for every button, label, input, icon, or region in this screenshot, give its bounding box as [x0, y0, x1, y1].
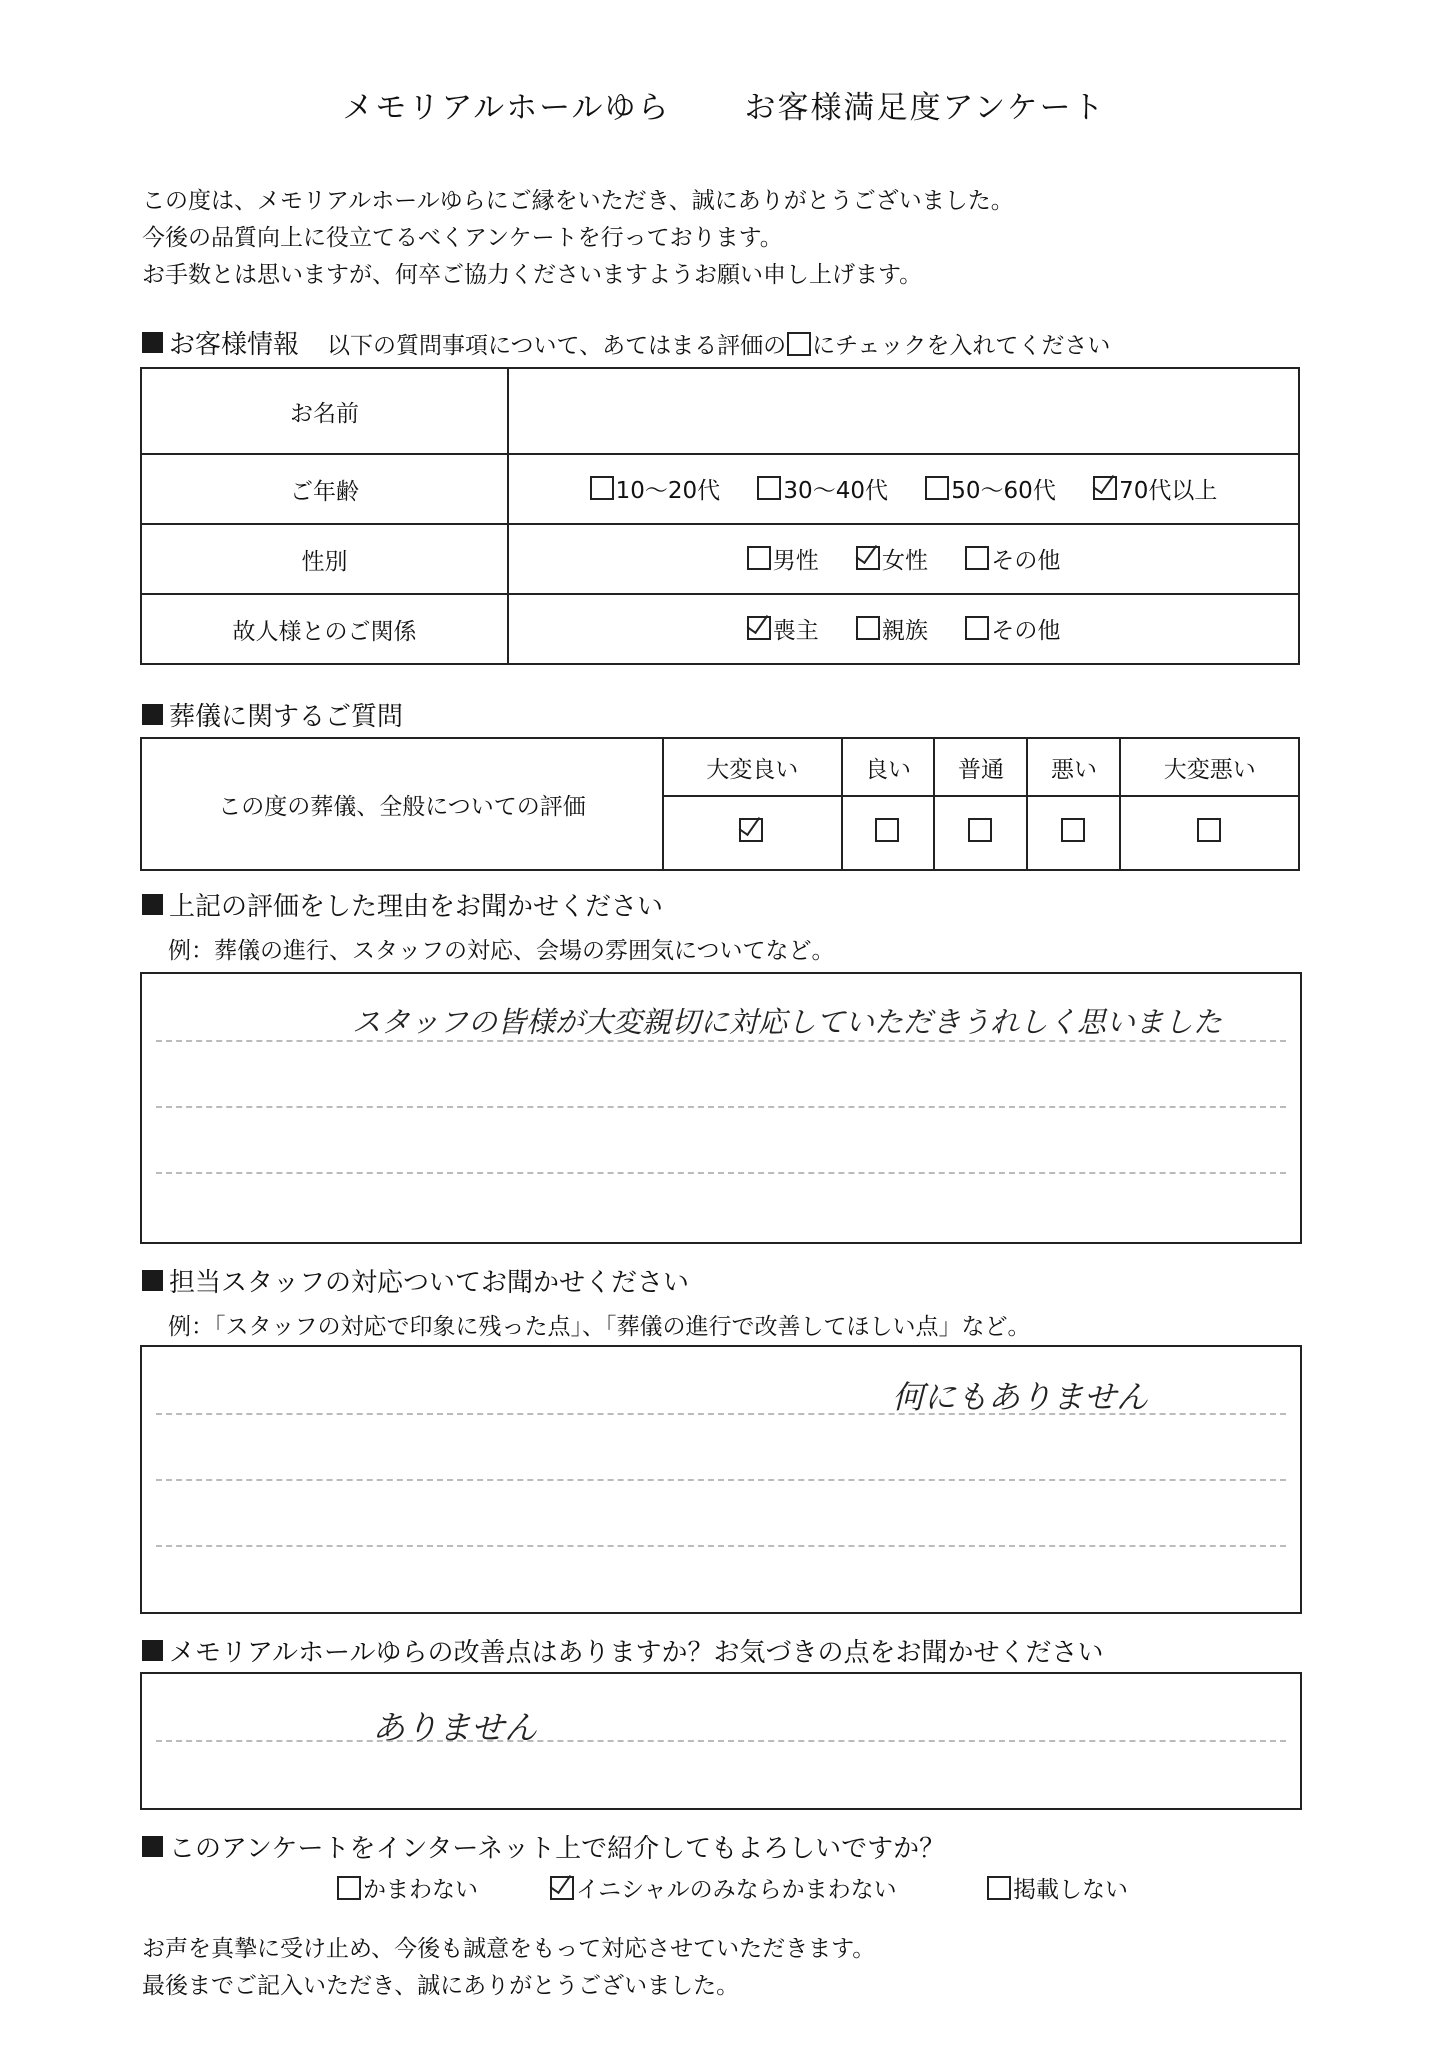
section-improve [142, 1632, 1103, 1669]
section-reason [142, 886, 663, 923]
dashed-rule [156, 1172, 1286, 1174]
handwritten-staff-answer: 何にもありません [892, 1378, 1149, 1416]
dashed-rule [156, 1740, 1286, 1742]
reason-answer-box[interactable] [140, 972, 1302, 1244]
age-option[interactable]: 10～20代 [590, 472, 721, 505]
rating-cell[interactable] [842, 796, 935, 870]
square-bullet-icon [142, 704, 163, 725]
customer-info-table [140, 367, 1300, 665]
scale-header: 大変悪い [1120, 738, 1299, 796]
checkbox-symbol-icon [787, 332, 811, 356]
scale-header: 普通 [934, 738, 1027, 796]
rating-cell[interactable] [1027, 796, 1120, 870]
gender-option-checked[interactable]: 女性 [856, 542, 928, 575]
table-row [141, 454, 1299, 524]
square-bullet-icon [142, 1270, 163, 1291]
checkbox-icon[interactable] [590, 476, 614, 500]
checkbox-icon[interactable] [747, 546, 771, 570]
staff-answer-box[interactable] [140, 1345, 1302, 1614]
closing-line: お声を真摯に受け止め、今後も誠意をもって対応させていただきます。 [142, 1936, 876, 1962]
publish-option-checked[interactable]: イニシャルのみならかまわない [550, 1871, 897, 1904]
gender-option[interactable]: その他 [965, 542, 1060, 575]
table-row [141, 594, 1299, 664]
relation-option[interactable]: 親族 [856, 612, 928, 645]
evaluation-question: この度の葬儀、全般についての評価 [141, 738, 663, 870]
square-bullet-icon [142, 894, 163, 915]
section-publish [142, 1828, 945, 1865]
section-heading: メモリアルホールゆらの改善点はありますか？お気づきの点をお聞かせください [169, 1638, 1104, 1668]
section-customer-info [142, 324, 1110, 361]
table-row [141, 524, 1299, 594]
funeral-evaluation-table [140, 737, 1300, 871]
dashed-rule [156, 1545, 1286, 1547]
table-row [141, 738, 1299, 796]
section-heading: 担当スタッフの対応ついてお聞かせください [169, 1268, 690, 1298]
scale-header: 良い [842, 738, 935, 796]
scale-header: 悪い [1027, 738, 1120, 796]
checkbox-icon[interactable] [925, 476, 949, 500]
relation-label: 故人様とのご関係 [141, 594, 508, 664]
gender-options [508, 524, 1299, 594]
checked-checkbox-icon[interactable] [856, 546, 880, 570]
section-heading: お客様情報 [169, 330, 300, 360]
age-option[interactable]: 50～60代 [925, 472, 1056, 505]
age-options [508, 454, 1299, 524]
handwritten-improve-answer: ありません [372, 1708, 537, 1747]
dashed-rule [156, 1106, 1286, 1108]
checked-checkbox-icon[interactable] [747, 616, 771, 640]
scale-header: 大変良い [663, 738, 842, 796]
gender-label: 性別 [141, 524, 508, 594]
section-funeral [142, 696, 403, 733]
staff-example: 例：「スタッフの対応で印象に残った点」、「葬儀の進行で改善してほしい点」など。 [168, 1314, 1031, 1340]
checked-checkbox-icon[interactable] [1093, 476, 1117, 500]
checkbox-icon[interactable] [1061, 818, 1085, 842]
square-bullet-icon [142, 1836, 163, 1857]
improve-answer-box[interactable] [140, 1672, 1302, 1810]
rating-cell[interactable] [663, 796, 842, 870]
closing-line: 最後までご記入いただき、誠にありがとうございました。 [142, 1973, 740, 1999]
intro-line: お手数とは思いますが、何卒ご協力くださいますようお願い申し上げます。 [142, 262, 923, 288]
survey-title [0, 82, 1448, 127]
checkbox-icon[interactable] [856, 616, 880, 640]
square-bullet-icon [142, 332, 163, 353]
checkbox-icon[interactable] [337, 1876, 361, 1900]
checkbox-icon[interactable] [987, 1876, 1011, 1900]
name-field[interactable] [508, 368, 1299, 454]
age-option[interactable]: 30～40代 [757, 472, 888, 505]
publish-option[interactable]: かまわない [337, 1871, 478, 1904]
name-label: お名前 [141, 368, 508, 454]
section-heading: 葬儀に関するご質問 [169, 702, 404, 732]
rating-cell[interactable] [1120, 796, 1299, 870]
checkbox-icon[interactable] [757, 476, 781, 500]
relation-options [508, 594, 1299, 664]
table-row [141, 368, 1299, 454]
age-label: ご年齢 [141, 454, 508, 524]
section-staff [142, 1262, 689, 1299]
age-option-checked[interactable]: 70代以上 [1093, 472, 1217, 505]
relation-option[interactable]: その他 [965, 612, 1060, 645]
publish-option[interactable]: 掲載しない [987, 1871, 1128, 1904]
checkbox-icon[interactable] [1197, 818, 1221, 842]
dashed-rule [156, 1479, 1286, 1481]
hall-name: メモリアルホールゆら [342, 90, 671, 126]
checkbox-icon[interactable] [965, 546, 989, 570]
section-heading: このアンケートをインターネット上で紹介してもよろしいですか？ [169, 1834, 946, 1864]
intro-line: この度は、メモリアルホールゆらにご縁をいただき、誠にありがとうございました。 [142, 188, 1014, 214]
checked-checkbox-icon[interactable] [550, 1876, 574, 1900]
checkbox-icon[interactable] [968, 818, 992, 842]
reason-example: 例：葬儀の進行、スタッフの対応、会場の雰囲気についてなど。 [168, 938, 835, 964]
checkbox-icon[interactable] [965, 616, 989, 640]
checked-checkbox-icon[interactable] [739, 818, 763, 842]
handwritten-reason: スタッフの皆様が大変親切に対応していただきうれしく思いました [352, 1005, 1223, 1039]
instruction-note: 以下の質問事項について、あてはまる評価の にチェックを入れてください [327, 333, 1111, 359]
survey-name: お客様満足度アンケート [744, 90, 1106, 126]
gender-option[interactable]: 男性 [747, 542, 819, 575]
square-bullet-icon [142, 1640, 163, 1661]
relation-option-checked[interactable]: 喪主 [747, 612, 819, 645]
checkbox-icon[interactable] [875, 818, 899, 842]
rating-cell[interactable] [934, 796, 1027, 870]
closing-text [142, 1931, 875, 2005]
intro-line: 今後の品質向上に役立てるべくアンケートを行っております。 [142, 225, 783, 251]
intro-text [142, 183, 1014, 294]
section-heading: 上記の評価をした理由をお聞かせください [169, 892, 664, 922]
